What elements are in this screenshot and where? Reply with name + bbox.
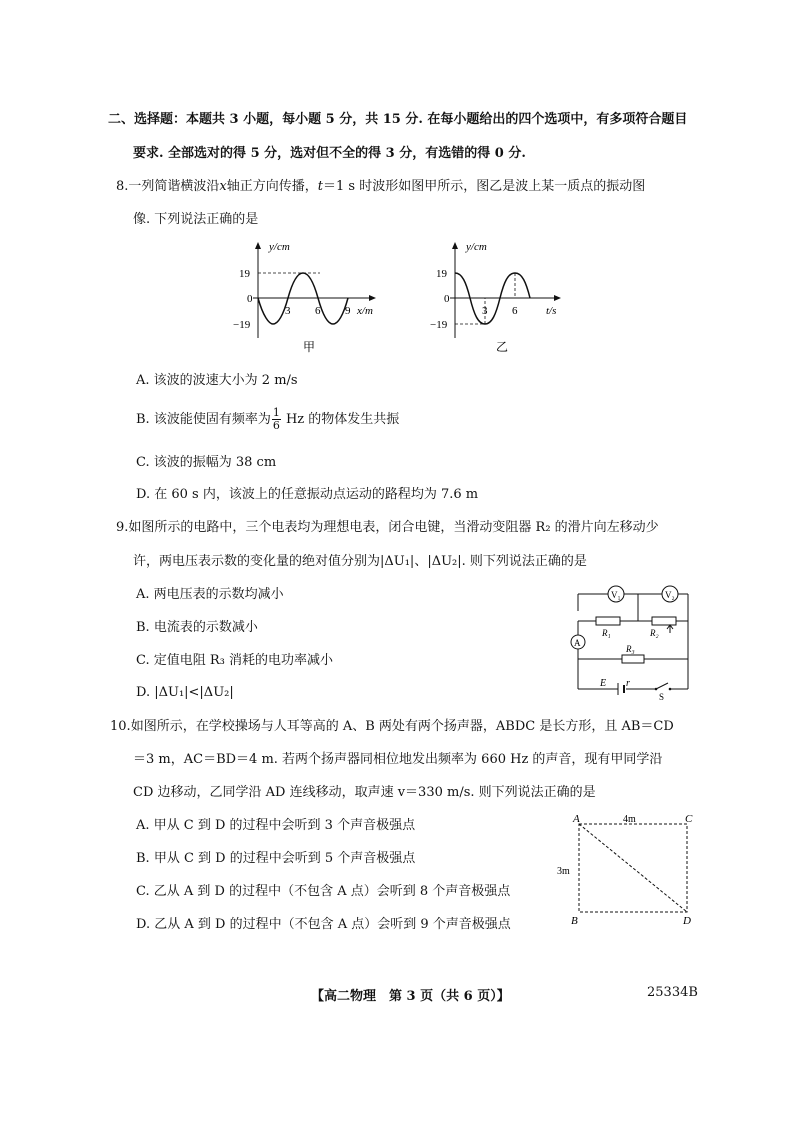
q10-label-b: B	[571, 915, 578, 927]
q8-option-b-fraction	[272, 407, 281, 432]
q8-option-d: D. 在 60 s 内，该波上的任意振动点运动的路程均为 7.6 m	[136, 487, 479, 502]
circuit-v2-label: V₂	[665, 590, 675, 600]
q8-stem-line1	[116, 178, 645, 196]
q10-label-d: D	[683, 915, 691, 927]
q10-option-b: B. 甲从 C 到 D 的过程中会听到 5 个声音极强点	[136, 851, 416, 866]
q8-option-b	[136, 405, 399, 435]
q10-stem-line3: CD 边移动，乙同学沿 AD 连线移动，取声速 v＝330 m/s. 则下列说法正确的是	[133, 785, 596, 800]
q10-label-left-length: 3m	[557, 866, 570, 877]
q9-option-c: C. 定值电阻 R₃ 消耗的电功率减小	[136, 653, 334, 668]
circuit-r-label: r	[626, 678, 630, 689]
section-title-line1: 二、选择题：本题共 3 小题，每小题 5 分，共 15 分. 在每小题给出的四个选项中，有多项符合题目	[108, 112, 688, 127]
q9-circuit	[560, 580, 700, 700]
graph-yi-y-top: 19	[436, 268, 447, 280]
q8-number: 8.	[116, 179, 129, 194]
graph-yi-y-label: y/cm	[466, 241, 487, 253]
q9-stem-line1	[116, 519, 659, 537]
graph-jia-tick-3: 3	[285, 305, 291, 317]
circuit-emf-label: E	[600, 678, 607, 689]
q8-option-b-post: Hz 的物体发生共振	[285, 412, 400, 427]
graph-yi-caption: 乙	[496, 340, 509, 354]
graph-jia-x-label: x/m	[357, 305, 373, 317]
q8-stem-t: t	[317, 179, 324, 194]
q10-stem-line1	[110, 718, 674, 736]
q10-diagonal-ad	[579, 824, 687, 912]
q8-option-a: A. 该波的波速大小为 2 m/s	[136, 373, 298, 388]
graph-yi-tick-6: 6	[512, 305, 518, 317]
footer-code: 25334B	[647, 985, 698, 1000]
graph-jia-tick-6: 6	[315, 305, 321, 317]
q9-number: 9.	[116, 520, 129, 535]
graph-yi-x-label: t/s	[546, 305, 557, 317]
resistor-r3-icon	[622, 655, 644, 663]
resistor-r1-icon	[596, 617, 620, 625]
rheostat-slider-icon	[667, 625, 673, 633]
q8-stem-b: 轴正方向传播，	[226, 179, 318, 194]
graph-jia-y-zero: 0	[247, 293, 253, 305]
q10-label-a: A	[573, 813, 580, 825]
footer-title: 【高二物理 第 3 页（共 6 页）】	[311, 989, 510, 1004]
q8-option-b-num: 1	[272, 406, 280, 419]
q10-stem-line1-text: 如图所示，在学校操场与人耳等高的 A、B 两处有两个扬声器，ABDC 是长方形，且 AB＝CD	[130, 719, 674, 734]
circuit-switch-label: S	[659, 692, 665, 700]
section-title-line2: 要求. 全部选对的得 5 分，选对但不全的得 3 分，有选错的得 0 分.	[133, 146, 526, 161]
graph-jia-caption: 甲	[303, 340, 316, 354]
q8-option-b-den: 6	[272, 419, 280, 432]
graph-yi-y-zero: 0	[444, 293, 450, 305]
graph-jia-y-top: 19	[239, 268, 250, 280]
switch-icon	[656, 683, 668, 689]
graph-jia-y-bottom: −19	[233, 319, 251, 331]
circuit-v1-label: V₁	[611, 590, 621, 600]
q10-option-c: C. 乙从 A 到 D 的过程中（不包含 A 点）会听到 8 个声音极强点	[136, 884, 511, 899]
q9-option-b: B. 电流表的示数减小	[136, 620, 258, 635]
circuit-ammeter-label: A	[574, 638, 581, 648]
circuit-r1-label: R₁	[602, 628, 611, 638]
q8-stem-c: ＝1 s 时波形如图甲所示，图乙是波上某一质点的振动图	[323, 179, 646, 194]
circuit-r2-label: R₂	[650, 628, 659, 638]
q10-label-c: C	[685, 813, 693, 825]
q10-label-top-length: 4m	[623, 814, 636, 825]
q8-stem-line2: 像. 下列说法正确的是	[133, 212, 259, 227]
q8-stem-a: 一列简谐横波沿	[128, 179, 220, 194]
q9-stem-line1-text: 如图所示的电路中，三个电表均为理想电表，闭合电键，当滑动变阻器 R₂ 的滑片向左移动少	[128, 520, 659, 535]
graph-yi-y-bottom: −19	[430, 319, 448, 331]
q8-option-c: C. 该波的振幅为 38 cm	[136, 455, 277, 470]
graph-jia	[225, 238, 385, 363]
q8-stem-x: x	[219, 179, 227, 194]
graph-jia-y-label: y/cm	[269, 241, 290, 253]
q9-option-d: D. |ΔU₁|<|ΔU₂|	[136, 685, 234, 700]
q10-number: 10.	[110, 719, 131, 734]
q8-option-b-pre: B. 该波能使固有频率为	[136, 412, 271, 427]
circuit-r3-label: R₃	[626, 644, 635, 654]
q10-option-d: D. 乙从 A 到 D 的过程中（不包含 A 点）会听到 9 个声音极强点	[136, 917, 511, 932]
q10-option-a: A. 甲从 C 到 D 的过程中会听到 3 个声音极强点	[136, 818, 416, 833]
graph-jia-tick-9: 9	[345, 305, 351, 317]
q9-option-a: A. 两电压表的示数均减小	[136, 587, 284, 602]
rheostat-r2-icon	[652, 617, 676, 625]
graph-yi	[422, 238, 572, 363]
graph-yi-tick-3: 3	[482, 305, 488, 317]
q10-figure	[555, 812, 700, 930]
q10-stem-line2: ＝3 m，AC＝BD＝4 m. 若两个扬声器同相位地发出频率为 660 Hz 的声音，现有甲同学沿	[133, 752, 663, 767]
q9-stem-line2: 许，两电压表示数的变化量的绝对值分别为|ΔU₁|、|ΔU₂|. 则下列说法正确的是	[133, 554, 587, 569]
